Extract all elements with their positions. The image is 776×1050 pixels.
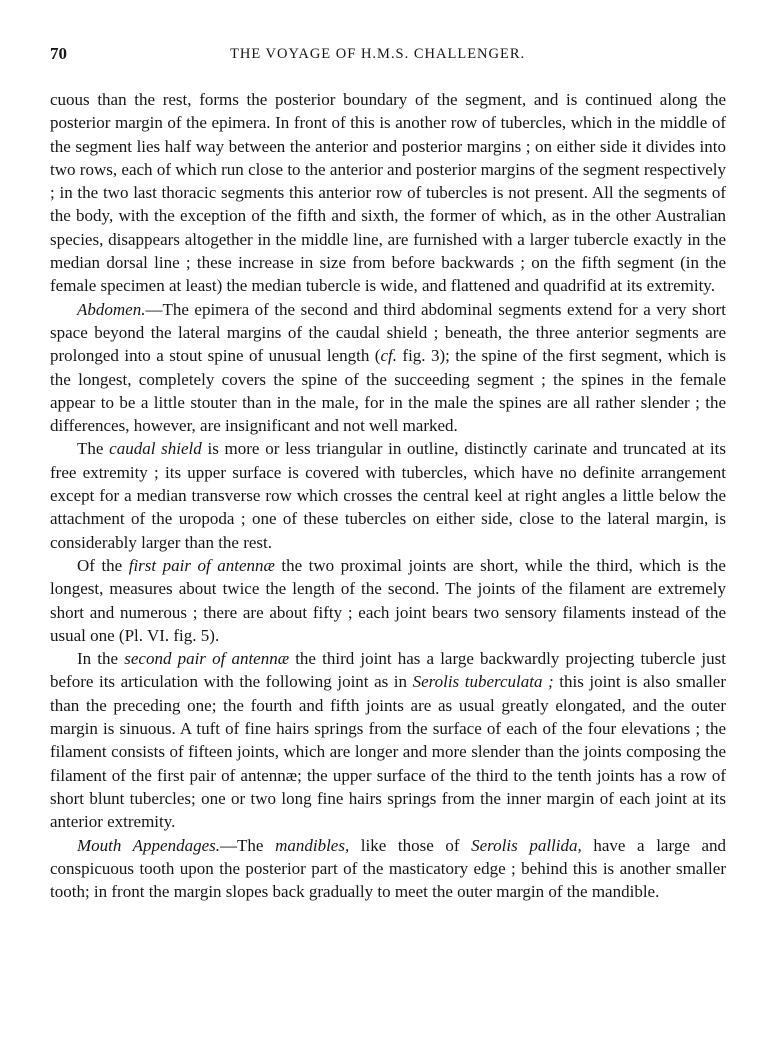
text-segment: this joint is also smaller than the preceding one; the fourth and fifth joints are as usual greatly elongated, and the outer margin is sinuous. A tuft of fine hairs springs from the surface of each of the four elevations ; the filament consists of fifteen joints, which are longer and more slender than the joints composing the filament of the first pair of antennæ; the upper surface of the third to the tenth joints has a row of short blunt tubercles; one or two long fine hairs springs from the inner margin of each joint at its anterior extremity. (50, 672, 726, 832)
paragraph-caudal-shield (50, 437, 726, 553)
text-segment: cuous than the rest, forms the posterior boundary of the segment, and is continued along the posterior margin of the epimera. In front of this is another row of tubercles, which in the middle of the segment lies half way between the anterior and posterior margins ; on either side it divides into two rows, each of which run close to the anterior and posterior margins of the segment respectively ; in the two last thoracic segments this anterior row of tubercles is not present. All the segments of the body, with the exception of the fifth and sixth, the former of which, as in the other Australian species, disappears altogether in the middle line, are furnished with a larger tubercle exactly in the median dorsal line ; these increase in size from before backwards ; on the fifth segment (in the female specimen at least) the median tubercle is wide, and flattened and quadrifid at its extremity. (50, 90, 726, 296)
text-segment: the third joint has a large backwardly projecting tubercle just before its articulation with the following joint as in (50, 649, 726, 692)
text-segment: the two proximal joints are short, while the third, which is the longest, measures about twice the length of the second. The joints of the filament are extremely short and numerous ; there are about fifty ; each joint bears two sensory filaments instead of the usual one (Pl. VI. fig. 5). (50, 555, 726, 645)
paragraph-first-antennae (50, 554, 726, 647)
text-segment: like those of (349, 835, 472, 855)
text-segment: The (77, 439, 110, 459)
species-serolis-tuberculata: Serolis tuberculata ; (412, 672, 554, 692)
page-header (50, 44, 724, 70)
body-text (50, 88, 726, 903)
term-mandibles: mandibles, (275, 835, 350, 855)
term-second-antennae: second pair of antennæ (124, 649, 290, 669)
running-title: THE VOYAGE OF H.M.S. CHALLENGER. (230, 46, 526, 62)
text-segment: Of the (77, 555, 129, 575)
paragraph-second-antennae (50, 647, 726, 833)
term-first-antennae: first pair of antennæ (128, 555, 275, 575)
text-segment: have a large and conspicuous tooth upon the posterior part of the masticatory edge ; behind this is another smaller tooth; in front the margin slopes back gradually to meet the outer margin of the mandible. (50, 835, 727, 902)
text-segment: —The (220, 835, 276, 855)
term-caudal-shield: caudal shield (109, 439, 202, 459)
text-segment: is more or less triangular in outline, distinctly carinate and truncated at its free extremity ; its upper surface is covered with tubercles, which have no definite arrangement except for a median transverse row which crosses the central keel at right angles a little below the attachment of the uropoda ; one of these tubercles on either side, close to the lateral margin, is considerably larger than the rest. (50, 439, 726, 552)
text-segment: fig. 3); the spine of the first segment, which is the longest, completely covers the spine of the succeeding segment ; the spines in the female appear to be a little stouter than in the male, for in the male the spines are all rather slender ; the differences, however, are insignificant and not well marked. (50, 346, 726, 436)
text-segment: —The epimera of the second and third abdominal segments extend for a very short space beyond the lateral margins of the caudal shield ; beneath, the three anterior segments are prolonged into a stout spine of unusual length ( (50, 299, 726, 366)
text-segment-italic: cf. (380, 346, 397, 366)
section-heading-mouth-appendages: Mouth Appendages. (77, 835, 221, 855)
species-serolis-pallida: Serolis pallida, (471, 835, 582, 855)
paragraph-tubercles (50, 88, 726, 298)
paragraph-mouth-appendages (50, 834, 726, 904)
section-heading-abdomen: Abdomen. (77, 299, 146, 319)
page-number: 70 (50, 44, 67, 63)
text-segment: In the (77, 649, 125, 669)
paragraph-abdomen (50, 298, 726, 438)
